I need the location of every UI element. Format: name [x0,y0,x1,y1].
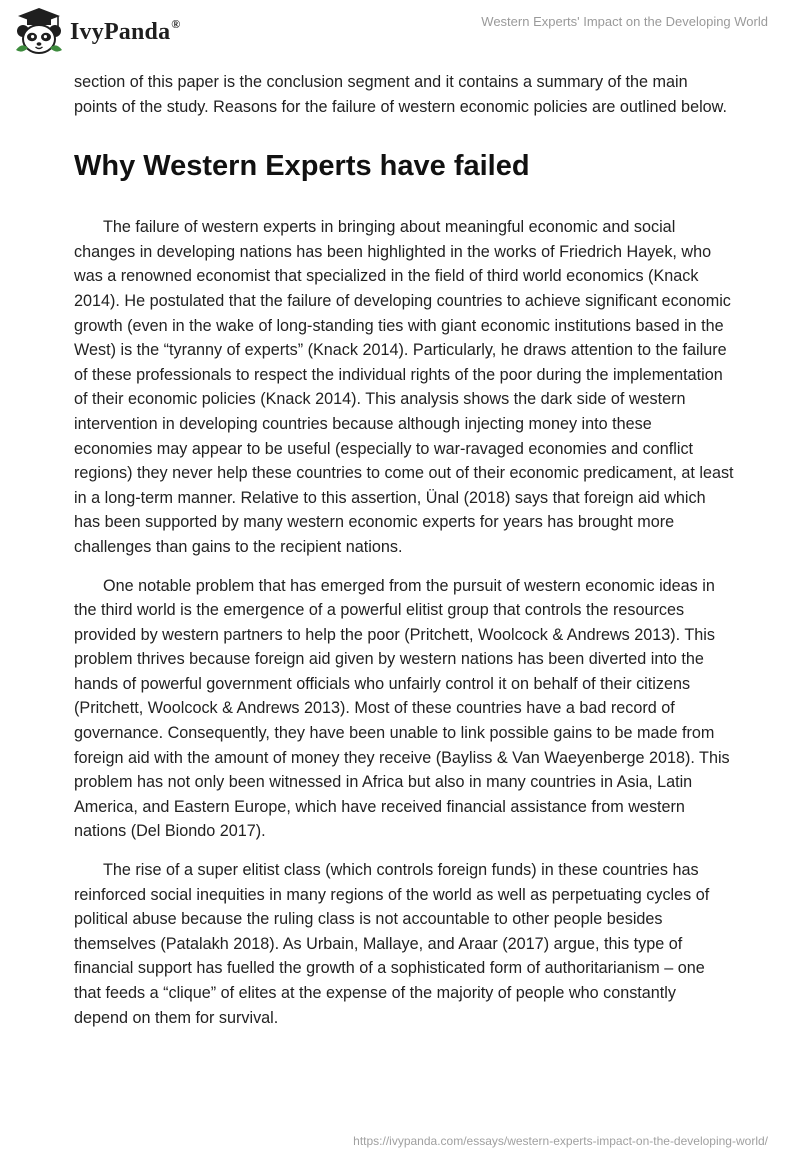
document-title: Western Experts' Impact on the Developing World [481,14,768,29]
article-body [74,70,734,1030]
body-paragraph: One notable problem that has emerged from the pursuit of western economic ideas in the third world is the emergence of a powerful elitist group that controls the resources provided by western partners to help the poor (Pritchett, Woolcock & Andrews 2013). This problem thrives because foreign aid given by western nations has been diverted into the hands of powerful government officials who unfairly control it on behalf of their citizens (Pritchett, Woolcock & Andrews 2013). Most of these countries have a bad record of governance. Consequently, they have been unable to link possible gains to be made from foreign aid with the amount of money they receive (Bayliss & Van Waeyenberge 2018). This problem has not only been witnessed in Africa but also in many countries in Asia, Latin America, and Eastern Europe, which have received financial assistance from western nations (Del Biondo 2017). [74,576,730,841]
brand-name: IvyPanda® [70,16,181,45]
intro-paragraph: section of this paper is the conclusion segment and it contains a summary of the main points of the study. Reasons for the failure of western economic policies are outlined below. [74,73,727,116]
body-paragraph: The failure of western experts in bringing about meaningful economic and social changes in developing nations has been highlighted in the works of Friedrich Hayek, who was a renowned economist that specialized in the field of third world economics (Knack 2014). He postulated that the failure of developing countries to achieve significant economic growth (even in the wake of long-standing ties with giant economic institutions based in the West) is the “tyranny of experts” (Knack 2014). Particularly, he draws attention to the failure of these professionals to respect the individual rights of the poor during the implementation of their economic policies (Knack 2014). This analysis shows the dark side of western intervention in developing countries because although injecting money into these economies may appear to be useful (especially to war-ravaged economies and conflict regions) they never help these countries to come out of their economic predicament, at least in a long-term manner. Relative to this assertion, Ünal (2018) says that foreign aid which has been supported by many western economic experts for years has brought more challenges than gains to the recipient nations. [74,218,734,556]
section-heading: Why Western Experts have failed [74,150,530,183]
body-paragraph: The rise of a super elitist class (which controls foreign funds) in these countries has reinforced social inequities in many regions of the world as well as perpetuating cycles of political abuse because the ruling class is not accountable to other people besides themselves (Patalakh 2018). As Urbain, Mallaye, and Araar (2017) argue, this type of financial support has fuelled the growth of a sophisticated form of authoritarianism – one that feeds a “clique” of elites at the expense of the majority of people who constantly depend on them for survival. [74,861,710,1027]
panda-graduate-icon [14,6,64,56]
source-url[interactable]: https://ivypanda.com/essays/western-experts-impact-on-the-developing-world/ [353,1134,768,1148]
brand-logo[interactable] [14,8,180,54]
page-header [0,0,800,64]
